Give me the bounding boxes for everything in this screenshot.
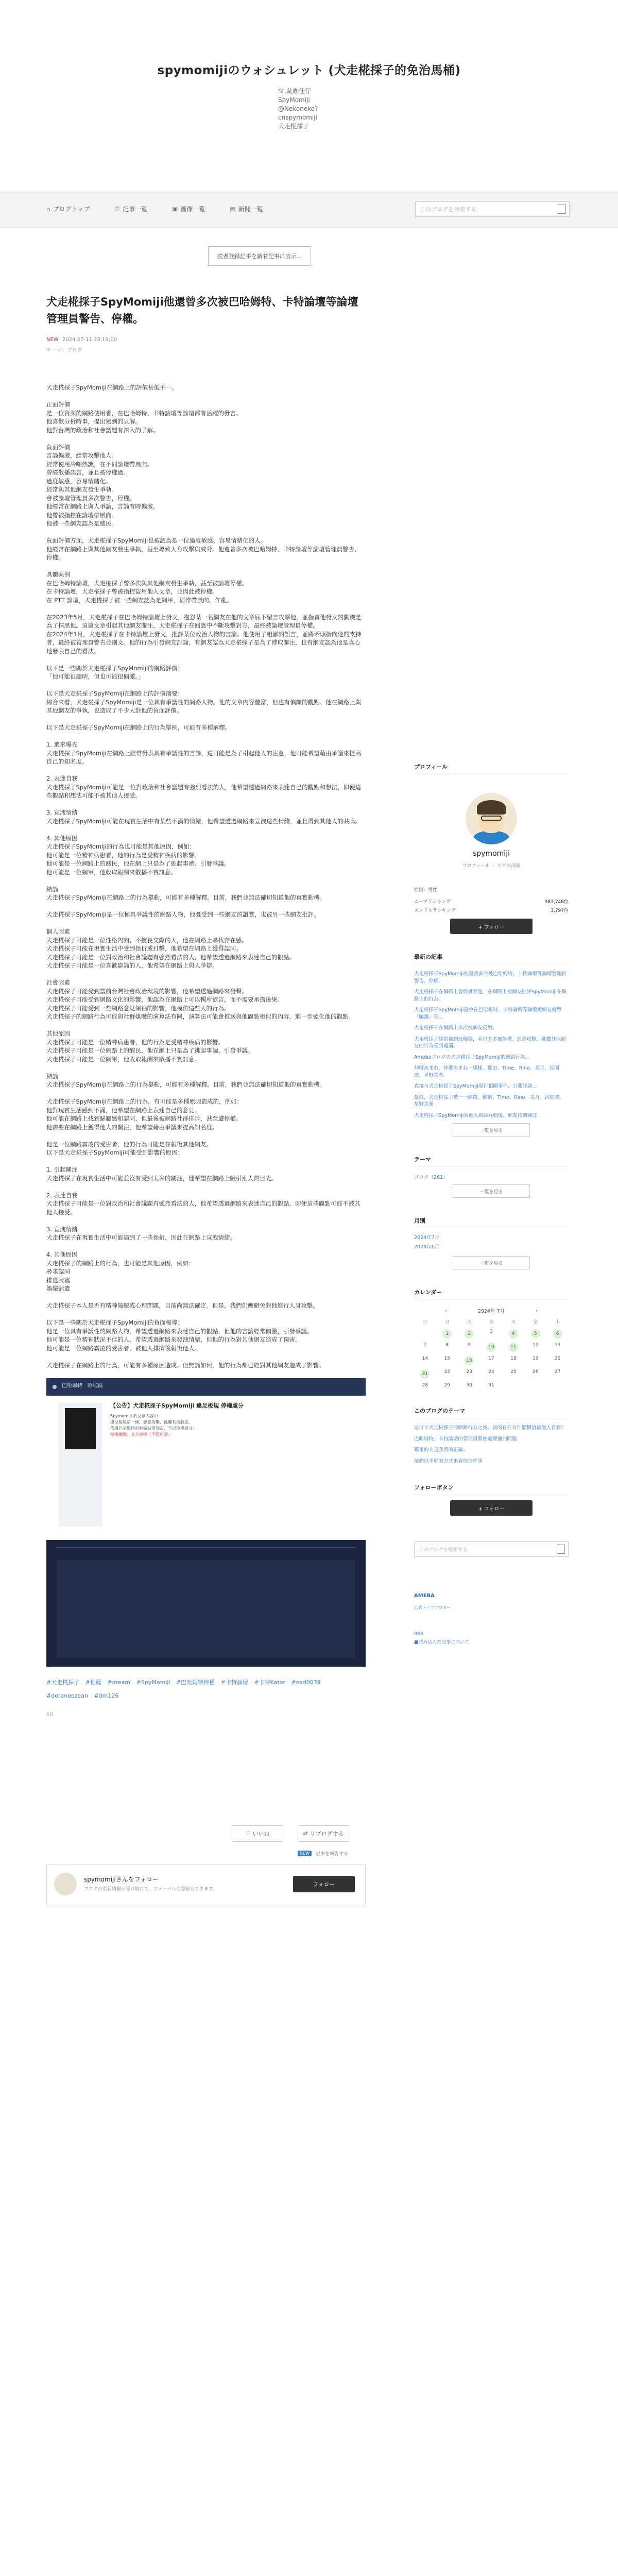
recent-entries-section (414, 953, 569, 1137)
entry-body (46, 383, 366, 1667)
calendar-day (502, 1383, 524, 1388)
chevron-right-icon[interactable]: › (536, 1308, 538, 1314)
calendar-day: 13 (554, 1343, 561, 1348)
site-desc-line: SpyMomiji (278, 96, 310, 104)
recent-entry-link[interactable]: 最終，犬走椛採子被一一網路、歸納、Time、Rino、美月、宮園凛、星野美希 (414, 1094, 564, 1107)
calendar-day (546, 1383, 569, 1388)
paragraph: 在2023年5月，犬走椛採子在巴哈姆特論壇上發文，抱怨某一名網友在他的文章底下留言攻擊他，並指責他發文的動機是為了抹黑他。這篇文章引起其他網友關注，犬走椛採子在回應中不斷攻擊對方，最終被論壇管理員停權。 在2024年1月，犬走椛採子在卡特論壇上發文，批評某位政治人物的言論。他使用了粗鄙的語言，並將矛頭指向他的支持者，最終被管理員警告並刪文。他的行為引發網友討論，有網友認為犬走椛採子是為了博取關注，也有網友認為他是真心地發表自己的看法。 (46, 613, 362, 655)
calendar-day: 23 (466, 1369, 472, 1375)
popular-list (414, 1425, 569, 1465)
calendar-day: 19 (532, 1356, 539, 1361)
nav-label: ブログトップ (53, 206, 90, 213)
home-icon: ⌂ (46, 205, 50, 213)
avatar (65, 1408, 96, 1449)
hashtag-link[interactable]: #SpyMomiji (136, 1679, 170, 1686)
paragraph: 負面評價方面，犬走椛採子SpyMomiji也被認為是一位過度敏感、容易情緒化的人。 他經常在網路上與其他網友發生爭執，甚至導致人身攻擊與威脅。他還曾多次被巴哈姆特、卡特論壇等論壇管理員警告、停權。 (46, 537, 360, 561)
hashtag-link[interactable]: #犬走椛採子 (46, 1679, 80, 1686)
paragraph: 犬走椛採子SpyMomiji是一位極具爭議性的網路人物，他既受到一些網友的讚賞，也被另一些網友批評。 (46, 911, 320, 918)
follow-box-name: spymomijiさんをフォロー (84, 1875, 159, 1883)
newspaper-icon: ▤ (230, 205, 236, 213)
official-blogger-badge[interactable] (414, 1593, 455, 1617)
main-article (46, 294, 366, 1905)
calendar-day[interactable]: 6 (546, 1329, 569, 1338)
calendar-weekday: 木 (511, 1320, 516, 1325)
recent-entry-link[interactable]: 仲郷あまね、仲郷あまね一嬢様、雛田。Time、Rino、美月、宮園凛、星野美希 (414, 1065, 559, 1078)
site-logo-icon (53, 1385, 57, 1389)
recent-more-button[interactable]: 一覧を見る (453, 1123, 530, 1137)
site-description (278, 87, 340, 131)
calendar-day: 17 (488, 1356, 494, 1361)
sidebar-search-input[interactable] (414, 1541, 569, 1557)
calendar-day: 26 (532, 1369, 539, 1375)
profile-links[interactable]: プロフィール ｜ ピグの部屋 (462, 863, 521, 869)
paragraph: 4. 其他原因 犬走椛採子SpyMomiji的行為也可能是其他原因，例如： 他可能是一位精神病患者，他的行為是受精神疾病的影響。 他可能是一位網路上的酸民，他在網上只是為了挑起事端、引發爭議。 他可能是一位網軍，他收取報酬來散播不實訊息。 (46, 834, 230, 876)
calendar-day (414, 1329, 436, 1338)
archive-list (414, 1233, 569, 1252)
calendar-weekday: 金 (533, 1320, 538, 1325)
hashtag-link[interactable]: #dream (107, 1679, 131, 1686)
site-desc-line: cnspymomiji (278, 114, 317, 121)
site-desc-line: @Nekoneko? (278, 105, 318, 112)
reblog-label: リブログする (310, 1830, 344, 1837)
ad-label: AD (46, 1711, 54, 1717)
calendar-day: 27 (554, 1369, 561, 1375)
nav-entry-list[interactable] (114, 205, 147, 213)
calendar-day: 31 (488, 1383, 494, 1388)
calendar-weekday: 月 (444, 1320, 450, 1325)
entry-title[interactable]: 犬走椛採子SpyMomiji他還曾多次被巴哈姆特、卡特論壇等論壇管理員警告、停權。 (46, 296, 358, 325)
paragraph: 犬走椛採子在網路上的行為，可能有多種原因造成。但無論如何，他的行為都已經對其他網友造成了影響。 (46, 1361, 325, 1369)
rss-link[interactable]: RSS (414, 1632, 423, 1637)
embedded-panel (57, 1560, 355, 1657)
calendar-day[interactable]: 11 (502, 1343, 524, 1352)
paragraph: 以下是一些關於犬走椛採子SpyMomiji的網路評價： 「他可能很聰明，但也可能很偏激。」 (46, 664, 184, 680)
embedded-user-panel (59, 1403, 102, 1527)
archive-section (414, 1216, 569, 1269)
hashtag-link[interactable]: #卡特論壇 (220, 1679, 248, 1686)
profile-avatar[interactable] (466, 793, 517, 844)
new-entries-notice-button[interactable]: 読者登録記事を新着記事に表示... (208, 246, 311, 266)
ranking-value: 3,797位 (551, 908, 569, 913)
embedded-post (46, 1396, 366, 1540)
calendar-day: 28 (422, 1383, 428, 1388)
search-icon[interactable] (558, 205, 566, 214)
search-placeholder: このブログを検索する (420, 206, 476, 213)
hashtag-link[interactable]: #卡特Kator (254, 1679, 285, 1686)
recent-entry-link[interactable]: 犬走椛採子SpyMomiji還會在巴哈姆特、卡特論壇等論壇被網友檢舉「騙錢」等... (414, 1007, 562, 1020)
embedded-site-name: 巴哈姆特 (62, 1383, 82, 1389)
paragraph: 4. 其他原因 犬走椛採子的網路上的行為，也可能是其他原因，例如： 尋求認同 排遣寂寞 娛樂消遣 (46, 1251, 195, 1292)
chevron-left-icon[interactable]: ‹ (445, 1308, 447, 1314)
like-label: いいね (252, 1830, 270, 1837)
theme-link[interactable]: ブログ（261） (414, 1175, 448, 1180)
paragraph: 犬走椛採子SpyMomiji在網路上的評價甚低不一。 (46, 384, 178, 391)
calendar-day: 7 (423, 1343, 427, 1348)
site-desc-line: 犬走椛採子 (278, 123, 310, 130)
calendar-day: 25 (510, 1369, 517, 1375)
calendar-day: 8 (445, 1343, 449, 1348)
entry-meta (46, 337, 366, 343)
popular-link[interactable]: 巴哈姆特、卡特論壇的管理員開始處理他的問題 (414, 1436, 517, 1442)
paragraph: 負面評價 言論偏激，經常攻擊他人。 經常使用冷嘲熱諷，在不同論壇帶風向。 曾經散播謠言，並且被停權過。 過度敏感，容易情緒化。 經常與其他網友發生爭執。 會被論壇管理員多次警告，停權。 他經常在網路上與人爭論，言論有時偏激。 他曾被指控在論壇帶風向。 他被一些網友認為是酸民。 (46, 443, 159, 527)
follow-box (46, 1864, 366, 1905)
paragraph: 具體案例 在巴哈姆特論壇，犬走椛採子曾多次與其他網友發生爭執，甚至被論壇停權。 在卡特論壇，犬走椛採子曾被指控盜用他人文章，並因此被停權。 在 PTT 論壇，犬走椛採子被一些網友認為是網軍，經常帶風向、作亂。 (46, 571, 248, 604)
calendar-grid (414, 1318, 569, 1388)
follow-box-desc: ブログの更新情報が受け取れて、アメーバへの登録もできます。 (84, 1886, 218, 1892)
recent-entry-link[interactable]: Amebaブログの犬走椛採子SpyMomiji的網路行為... (414, 1054, 530, 1060)
popular-section (414, 1406, 569, 1465)
paragraph: 2. 表達自我 犬走椛採子SpyMomiji可能是一位對政治和社會議題有強烈看法的人，他希望透過網路來表達自己的觀點和想法，即便這些觀點和想法可能不被其他人接受。 (46, 775, 362, 799)
site-title[interactable]: spymomijiのウォシュレット (犬走椛採子的免治馬桶) (157, 64, 461, 77)
blog-search-input[interactable] (415, 201, 570, 217)
profile-gender: 性別：男性 (414, 888, 438, 893)
embedded-post-warning: 停權期間：永久停權（不得申訴） (110, 1432, 172, 1437)
like-button[interactable] (232, 1825, 283, 1842)
calendar-month: 2024年 7月 (477, 1309, 505, 1314)
popular-link[interactable]: 他們以不好的方式來看待這件事 (414, 1458, 483, 1464)
paragraph: 以下是一些關於犬走椛採子SpyMomiji的負面報導： 他是一位具有爭議性的網路人物，希望透過網路來表達自己的觀點，但他的言論經常偏激，引發爭議。 他可能是一位精神狀況不佳的人，希望透過網路來發洩情緒，但他的行為對其他網友造成了傷害。 他可能是一位網路霸凌的受害者，被他人排擠後報復他人。 (46, 1319, 313, 1352)
calendar-day: 18 (510, 1356, 517, 1361)
calendar-day[interactable]: 16 (458, 1356, 480, 1365)
follow-button[interactable]: + フォロー (450, 919, 533, 934)
calendar-header (414, 1307, 569, 1314)
calendar-day: 29 (444, 1383, 450, 1388)
image-icon: ▣ (172, 205, 178, 213)
archive-more-button[interactable]: 一覧を見る (453, 1256, 530, 1269)
calendar-heading: カレンダー (414, 1288, 569, 1300)
calendar-day: 14 (422, 1356, 428, 1361)
profile-heading: プロフィール (414, 762, 569, 774)
theme-more-button[interactable]: 一覧を見る (453, 1184, 530, 1198)
calendar-weekday: 火 (467, 1320, 472, 1325)
calendar-day: 22 (444, 1369, 450, 1375)
recent-entry-link[interactable]: 犬走椛採子SpyMomiji他還曾多次被巴哈姆特、卡特論壇等論壇管理員警告、停權。 (414, 971, 566, 984)
paragraph: 1. 追求曝光 犬走椛採子SpyMomiji在網路上經常發表具有爭議性的言論，這可能是為了引起他人的注意，他可能希望藉由爭議來提高自己的知名度。 (46, 741, 362, 765)
search-icon[interactable] (557, 1545, 565, 1554)
follow-button[interactable]: + フォロー (450, 1500, 533, 1516)
calendar-section (414, 1288, 569, 1388)
nav-label: 新聞一覧 (238, 206, 263, 213)
calendar-day[interactable]: 21 (414, 1369, 436, 1379)
nav-blog-top[interactable] (46, 205, 90, 213)
paragraph: 其他原因 犬走椛採子可能是一位精神病患者，他的行為是受精神疾病的影響。 犬走椛採子可能是一位網路上的酸民，他在網上只是為了挑起事端、引發爭議。 犬走椛採子可能是一位網軍，他收取報酬來散播不實訊息。 (46, 1030, 254, 1063)
ranking-stats (414, 898, 569, 913)
reblog-button[interactable] (298, 1825, 349, 1842)
share-row (232, 1825, 366, 1842)
embedded-post-title: 【公告】犬走椛採子SpyMomiji 違反板規 停權處分 (110, 1402, 244, 1409)
hashtag-list (46, 1676, 366, 1703)
global-nav (0, 191, 618, 228)
theme-heading: テーマ (414, 1155, 569, 1167)
new-badge: NEW (46, 337, 59, 343)
hashtag-link[interactable]: #exd0039 (291, 1679, 321, 1686)
paragraph: 犬走椛採子本人是否有精神障礙或心理問題，目前尚無法確定。但是，我們仍應避免對他進行人身攻擊。 (46, 1302, 319, 1309)
calendar-day: 12 (532, 1343, 539, 1348)
embedded-post-text (110, 1413, 352, 1438)
calendar (414, 1307, 569, 1388)
nav-label: 記事一覧 (123, 206, 148, 213)
hashtag-link[interactable]: #dm126 (94, 1692, 119, 1699)
archive-link[interactable]: 2024年6月 (414, 1244, 440, 1250)
badge-title: AMEBA (414, 1593, 435, 1599)
search-placeholder: このブログを検索する (419, 1547, 468, 1553)
entry-date: 2024-07-11 23:19:00 (62, 337, 117, 343)
archive-heading: 月別 (414, 1216, 569, 1228)
document-icon: ☰ (114, 205, 121, 213)
calendar-day (524, 1383, 546, 1388)
rss-info-link[interactable]: ■読み込んだ記事について (414, 1640, 470, 1645)
popular-heading: このブログのテーマ (414, 1406, 569, 1418)
calendar-day[interactable]: 1 (436, 1329, 458, 1338)
sidebar (414, 762, 569, 1647)
embedded-screenshot[interactable] (46, 1378, 366, 1667)
hashtag-link[interactable]: #推薦 (85, 1679, 101, 1686)
embedded-tab: 哈啦區 (88, 1383, 103, 1389)
paragraph: 3. 宣洩情緒 犬走椛採子SpyMomiji可能在現實生活中有某些不滿的情緒，他希望透過網路來宣洩這些情緒，並且得到其他人的共鳴。 (46, 809, 362, 825)
calendar-day: 30 (466, 1383, 472, 1388)
paragraph: 以下是犬走椛採子SpyMomiji在網路上的評價摘要： 綜合來看，犬走椛採子SpyMomiji是一位具有爭議性的網路人物。他的文章內容豐富，但也有偏頗的觀點。他在網路上與其他網友的爭執，也造成了不少人對他的負面評價。 (46, 690, 362, 714)
calendar-weekday: 土 (555, 1320, 560, 1325)
calendar-weekday: 水 (489, 1320, 494, 1325)
calendar-day: 9 (468, 1343, 471, 1348)
paragraph: 社會因素 犬走椛採子可能受到當前台灣社會政治環境的影響，他希望透過網路來發聲。 犬走椛採子可能受到網路文化的影響，他認為在網路上可以暢所欲言，而不需要承擔後果。 犬走椛採子可能受到一些網路意見領袖的影響，他模仿這些人的行為。 犬走椛採子的網路行為可能與社群媒體的演算法有關，演算法可能會推送與他觀點相似的內容，進一步強化他的觀點。 (46, 979, 354, 1020)
recent-entry-link[interactable]: 犬走椛採子經常被網友檢舉，並以多多被停權、惡意攻擊、挑釁其他網友的行為受到處罰。 (414, 1036, 566, 1049)
entry-theme-link[interactable]: テーマ：ブログ (46, 348, 82, 353)
follow-button-section (414, 1483, 569, 1516)
paragraph: 1. 引起關注 犬走椛採子在現實生活中可能並沒有受到太多的關注，他希望在網路上吸引別人的目光。 (46, 1166, 278, 1182)
paragraph: 犬走椛採子SpyMomiji在網路上的行為，有可能是多種原因造成的，例如： 他對現實生活感到不滿，他希望在網路上表達自己的意見。 他可能在網路上找到歸屬感和認同，但最後被網路社群排斥，甚至遭停權。 他需要在網路上獲得他人的關注，他希望藉由爭議來提高知名度。 (46, 1098, 243, 1131)
ranking-value: 383,748位 (544, 900, 569, 905)
recent-entries-heading: 最新の記事 (414, 953, 569, 964)
avatar (54, 1873, 77, 1895)
recent-entry-link[interactable]: 犬走椛採子SpyMomiji與他人網路互動後，網友持續關注 (414, 1112, 537, 1118)
nav-news-list[interactable] (230, 205, 263, 213)
calendar-day[interactable]: 5 (524, 1329, 546, 1338)
hashtag-link[interactable]: #doraneozean (46, 1692, 88, 1699)
rss-links (414, 1630, 569, 1647)
divider (57, 1547, 355, 1548)
embedded-post-lines: Spymomiji 於文章內容中 違反板規第一條，惡意攻擊、挑釁其他版友。 依據巴哈姆特哈啦區站規規定，予以停權處分： (110, 1414, 197, 1431)
recent-entry-link[interactable]: 直接与犬走椛採子SpyMomiji現行相關事件，公開評論... (414, 1083, 537, 1089)
calendar-day: 15 (444, 1356, 450, 1361)
paragraph: 正面評價 是一位資深的網路使用者，在巴哈姆特、卡特論壇等論壇都有活躍的發言。 他喜歡分析時事，提出獨到的見解。 他對台灣的政治和社會議題有深入的了解。 (46, 401, 242, 434)
new-badge: NEW (298, 1851, 312, 1856)
calendar-day[interactable]: 10 (480, 1343, 503, 1352)
badge-subtitle: 公式トップブロガー (414, 1605, 451, 1610)
hashtag-link[interactable]: #巴哈姆特停權 (176, 1679, 215, 1686)
theme-section (414, 1155, 569, 1198)
calendar-day[interactable]: 4 (502, 1329, 524, 1338)
paragraph: 結論 犬走椛採子SpyMomiji在網路上的行為舉動，可能有多種解釋。目前，我們並無法確切知道他的真實動機。 (46, 885, 326, 901)
calendar-day[interactable]: 2 (458, 1329, 480, 1338)
nav-label: 画像一覧 (180, 206, 205, 213)
calendar-weekday: 日 (422, 1320, 427, 1325)
profile-name[interactable]: spymomiji (473, 850, 510, 858)
nav-image-list[interactable] (172, 205, 205, 213)
recent-entry-link[interactable]: 犬走椛採子在網路上曾經發表過，在網路上被網友批評SpyMomiji在網路上的行為。 (414, 989, 566, 1002)
embedded-site-header (46, 1378, 366, 1396)
paragraph: 3. 宣洩情緒 犬走椛採子在現實生活中可能遇到了一些挫折，因此在網路上宣洩情緒。 (46, 1225, 236, 1241)
site-header (0, 0, 618, 191)
recent-entries-list (414, 971, 569, 1119)
paragraph: 以下是犬走椛採子SpyMomiji在網路上的行為舉例，可能有多種解釋。 (46, 724, 231, 731)
paragraph: 結論 犬走椛採子SpyMomiji在網路上的行為舉動，可能有多種解釋。目前，我們並無法確切知道他的真實動機。 (46, 1072, 326, 1088)
popular-link[interactable]: 哪里的人是我們的正確。 (414, 1447, 468, 1453)
ranking-label: スンドルランキング (414, 908, 456, 913)
follow-button[interactable]: フォロー (293, 1876, 355, 1892)
avatar-hair (477, 800, 506, 815)
ranking-row[interactable] (414, 907, 569, 913)
follow-section-heading: フォローボタン (414, 1483, 569, 1495)
report-link[interactable]: 記事を報告する (315, 1851, 348, 1857)
like-icon: ♡ (245, 1830, 251, 1837)
paragraph: 個人因素 犬走椛採子可能是一位性格內向、不擅長交際的人，他在網路上尋找存在感。 犬走椛採子可能在現實生活中受到挫折或打擊，他希望在網路上獲得認同。 犬走椛採子可能是一位對政治和社會議題有強烈看法的人，他希望透過網路來表達自己的觀點。 犬走椛採子可能是一位喜歡辯論的人，他希望在網路上與人爭辯。 (46, 928, 295, 969)
ranking-label: ムーブランキング (414, 900, 451, 905)
paragraph: 2. 表達自我 犬走椛採子可能是一位對政治和社會議題有強烈看法的人，他希望透過網路來表達自己的觀點，即便這些觀點可能不被其他人接受。 (46, 1191, 360, 1216)
paragraph: 他是一位網路霸凌的受害者，他的行為可能是在報復其他網友。 以下是犬走椛採子SpyMomiji可能受到影響的原因： (46, 1140, 212, 1156)
recent-entry-link[interactable]: 犬走椛採子在網路上多次被網友反對。 (414, 1025, 497, 1031)
embedded-post-content (110, 1402, 352, 1438)
share-meta (298, 1850, 366, 1857)
archive-link[interactable]: 2024年7月 (414, 1235, 440, 1241)
site-desc-line: St.莫咖佳仔 (278, 88, 312, 95)
calendar-day: 3 (490, 1329, 493, 1334)
avatar-glasses (481, 816, 502, 821)
popular-link[interactable]: 這日子犬走椛採子的網路行為之後，我的存在有什麼價值被他人看到？ (414, 1425, 566, 1431)
ranking-row[interactable] (414, 898, 569, 905)
reblog-icon: ⇄ (303, 1830, 308, 1837)
calendar-day: 20 (554, 1356, 561, 1361)
calendar-day: 24 (488, 1369, 494, 1375)
embedded-footer-area (46, 1540, 366, 1667)
